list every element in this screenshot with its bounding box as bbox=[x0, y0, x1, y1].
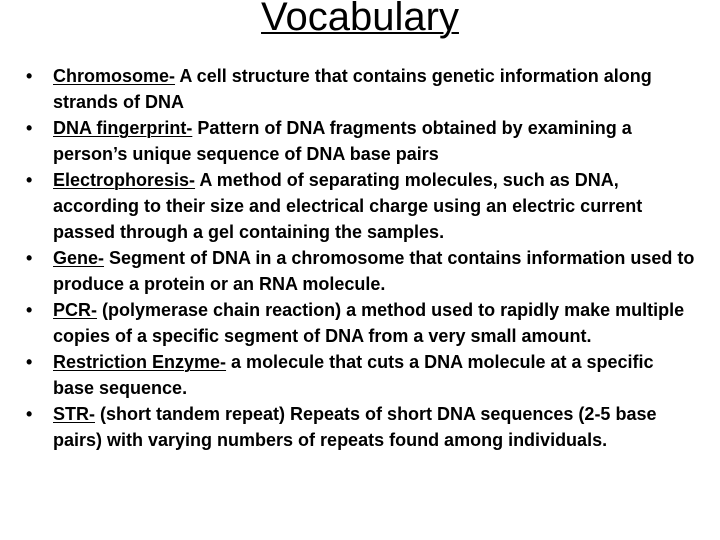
vocabulary-definition: (short tandem repeat) Repeats of short DNA sequences (2-5 base pairs) with varying numbers of repeats found among individuals. bbox=[53, 404, 657, 450]
vocabulary-definition: A method of separating molecules, such as DNA, according to their size and electrical charge using an electric current passed through a gel containing the samples. bbox=[53, 170, 643, 242]
vocabulary-definition: Pattern of DNA fragments obtained by examining a person’s unique sequence of DNA base pairs bbox=[53, 118, 632, 164]
vocabulary-term: STR- bbox=[53, 404, 95, 424]
vocabulary-definition: a molecule that cuts a DNA molecule at a specific base sequence. bbox=[53, 352, 654, 398]
vocabulary-item bbox=[0, 115, 720, 167]
vocabulary-term: Gene- bbox=[53, 248, 105, 268]
vocabulary-definition: Segment of DNA in a chromosome that contains information used to produce a protein or an RNA molecule. bbox=[53, 248, 695, 294]
vocabulary-item bbox=[0, 401, 720, 453]
bullet-icon: • bbox=[26, 352, 33, 372]
bullet-icon: • bbox=[26, 66, 33, 86]
vocabulary-list bbox=[0, 63, 720, 453]
vocabulary-term: Chromosome- bbox=[53, 66, 176, 86]
bullet-icon: • bbox=[26, 404, 33, 424]
vocabulary-item bbox=[0, 63, 720, 115]
bullet-icon: • bbox=[26, 248, 33, 268]
vocabulary-item bbox=[0, 245, 720, 297]
vocabulary-item bbox=[0, 349, 720, 401]
vocabulary-term: PCR- bbox=[53, 300, 97, 320]
vocabulary-item bbox=[0, 297, 720, 349]
vocabulary-item bbox=[0, 167, 720, 245]
vocabulary-term: Electrophoresis- bbox=[53, 170, 196, 190]
bullet-icon: • bbox=[26, 170, 33, 190]
slide-title: Vocabulary bbox=[261, 0, 459, 39]
vocabulary-term: Restriction Enzyme- bbox=[53, 352, 227, 372]
bullet-icon: • bbox=[26, 300, 33, 320]
bullet-icon: • bbox=[26, 118, 33, 138]
vocabulary-definition: (polymerase chain reaction) a method used to rapidly make multiple copies of a specific segment of DNA from a very small amount. bbox=[53, 300, 685, 346]
vocabulary-term: DNA fingerprint- bbox=[53, 118, 193, 138]
vocabulary-definition: A cell structure that contains genetic information along strands of DNA bbox=[53, 66, 652, 112]
